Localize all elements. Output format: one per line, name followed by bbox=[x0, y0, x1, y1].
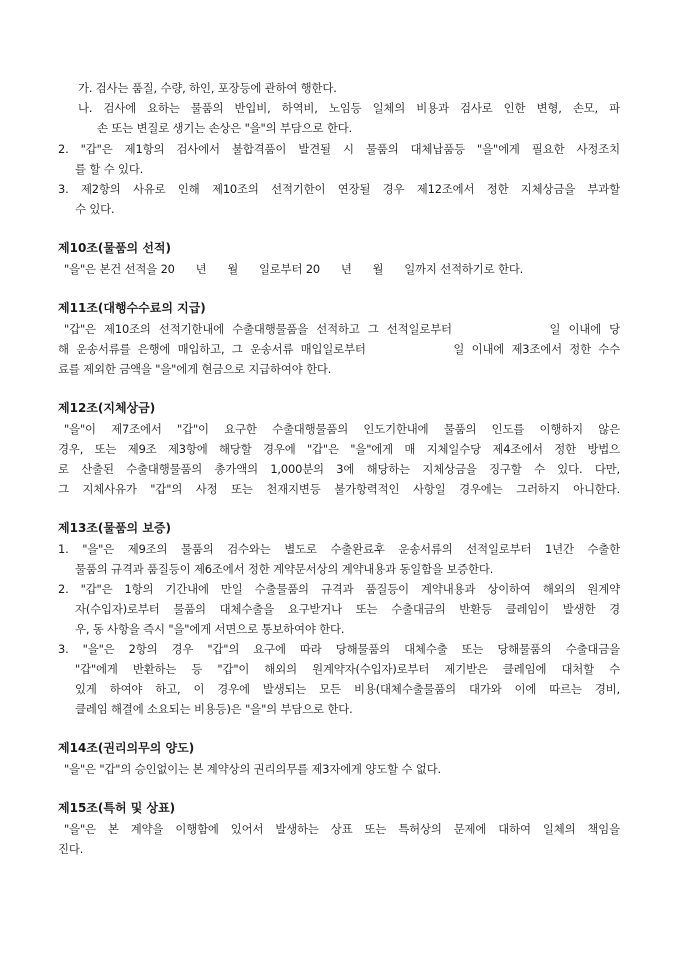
article-13-item-2-line-2: 자(수입자)로부터 물품의 대체수출을 요구받거나 또는 수출대금의 반환등 클레임이 발생한 경 bbox=[75, 602, 620, 616]
clause-3-line-2: 수 있다. bbox=[75, 202, 115, 216]
clause-2-line-1: 2. "갑"은 제1항의 검사에서 불합격품이 발견될 시 물품의 대체납품등 "을"에게 필요한 사정조치 bbox=[58, 142, 620, 156]
article-11-line-3: 료를 제외한 금액을 "을"에게 현금으로 지급하여야 한다. bbox=[58, 362, 332, 376]
item-ga: 가. 검사는 품질, 수량, 하인, 포장등에 관하여 행한다. bbox=[78, 81, 337, 95]
article-11-title: 제11조(대행수수료의 지급) bbox=[58, 301, 206, 315]
article-13-item-2-line-1: 2. "갑"은 1항의 기간내에 만일 수출물품의 규격과 품질등이 계약내용과 상이하여 해외의 원계약 bbox=[58, 582, 620, 596]
article-14-line-1: "을"은 "갑"의 승인없이는 본 계약상의 권리의무를 제3자에게 양도할 수 없다. bbox=[64, 762, 441, 776]
article-12-title: 제12조(지체상금) bbox=[58, 401, 156, 415]
article-12-line-3: 로 산출된 수출대행물품의 총가액의 1,000분의 3에 해당하는 지체상금을 징구할 수 있다. 다만, bbox=[58, 462, 620, 476]
article-13-item-2-line-3: 우, 동 사항을 즉시 "을"에게 서면으로 통보하여야 한다. bbox=[75, 622, 345, 636]
article-13-item-3-line-3: 있게 하여야 하고, 이 경우에 발생되는 모든 비용(대체수출물품의 대가와 이에 따르는 경비, bbox=[75, 682, 620, 696]
article-13-title: 제13조(물품의 보증) bbox=[58, 521, 171, 535]
article-10-title: 제10조(물품의 선적) bbox=[58, 241, 171, 255]
article-11-line-1: "갑"은 제10조의 선적기한내에 수출대행물품을 선적하고 그 선적일로부터 일 이내에 당 bbox=[64, 322, 620, 336]
article-15-title: 제15조(특허 및 상표) bbox=[58, 801, 176, 815]
item-na-line-2: 손 또는 변질로 생기는 손상은 "을"의 부담으로 한다. bbox=[97, 121, 353, 135]
clause-3-line-1: 3. 제2항의 사유로 인해 제10조의 선적기한이 연장될 경우 제12조에서 정한 지체상금을 부과할 bbox=[58, 182, 620, 196]
article-14-title: 제14조(권리의무의 양도) bbox=[58, 741, 195, 755]
article-13-item-1-line-1: 1. "을"은 제9조의 물품의 검수와는 별도로 수출완료후 운송서류의 선적일로부터 1년간 수출한 bbox=[58, 542, 620, 556]
article-10-line-1: "을"은 본건 선적을 20 년 월 일로부터 20 년 월 일까지 선적하기로 한다. bbox=[64, 262, 524, 276]
article-11-line-2: 해 운송서류를 은행에 매입하고, 그 운송서류 매입일로부터 일 이내에 제3조에서 정한 수수 bbox=[58, 342, 620, 356]
article-12-line-1: "을"이 제7조에서 "갑"이 요구한 수출대행물품의 인도기한내에 물품의 인도를 이행하지 않은 bbox=[64, 422, 620, 436]
article-13-item-1-line-2: 물품의 규격과 품질등이 제6조에서 정한 계약문서상의 계약내용과 동일함을 보증한다. bbox=[75, 562, 494, 576]
article-15-line-2: 진다. bbox=[58, 842, 84, 856]
article-13-item-3-line-4: 클레임 해결에 소요되는 비용등)은 "을"의 부담으로 한다. bbox=[75, 702, 353, 716]
article-13-item-3-line-1: 3. "을"은 2항의 경우 "갑"의 요구에 따라 당해물품의 대체수출 또는 당해물품의 수출대금을 bbox=[58, 642, 620, 656]
item-na-line-1: 나. 검사에 요하는 물품의 반입비, 하역비, 노임등 일체의 비용과 검사로 인한 변형, 손모, 파 bbox=[78, 101, 620, 115]
article-13-item-3-line-2: "갑"에게 반환하는 등 "갑"이 해외의 원계약자(수입자)로부터 제기받은 클레임에 대처할 수 bbox=[75, 662, 620, 676]
clause-2-line-2: 를 할 수 있다. bbox=[75, 162, 144, 176]
article-15-line-1: "을"은 본 계약을 이행함에 있어서 발생하는 상표 또는 특허상의 문제에 대하여 일체의 책임을 bbox=[64, 822, 620, 836]
article-12-line-2: 경우, 또는 제9조 제3항에 해당할 경우에 "갑"은 "을"에게 매 지체일수당 제4조에서 정한 방법으 bbox=[58, 442, 620, 456]
article-12-line-4: 그 지체사유가 "갑"의 사정 또는 천재지변등 불가항력적인 사항일 경우에는 그러하지 아니한다. bbox=[58, 482, 620, 496]
